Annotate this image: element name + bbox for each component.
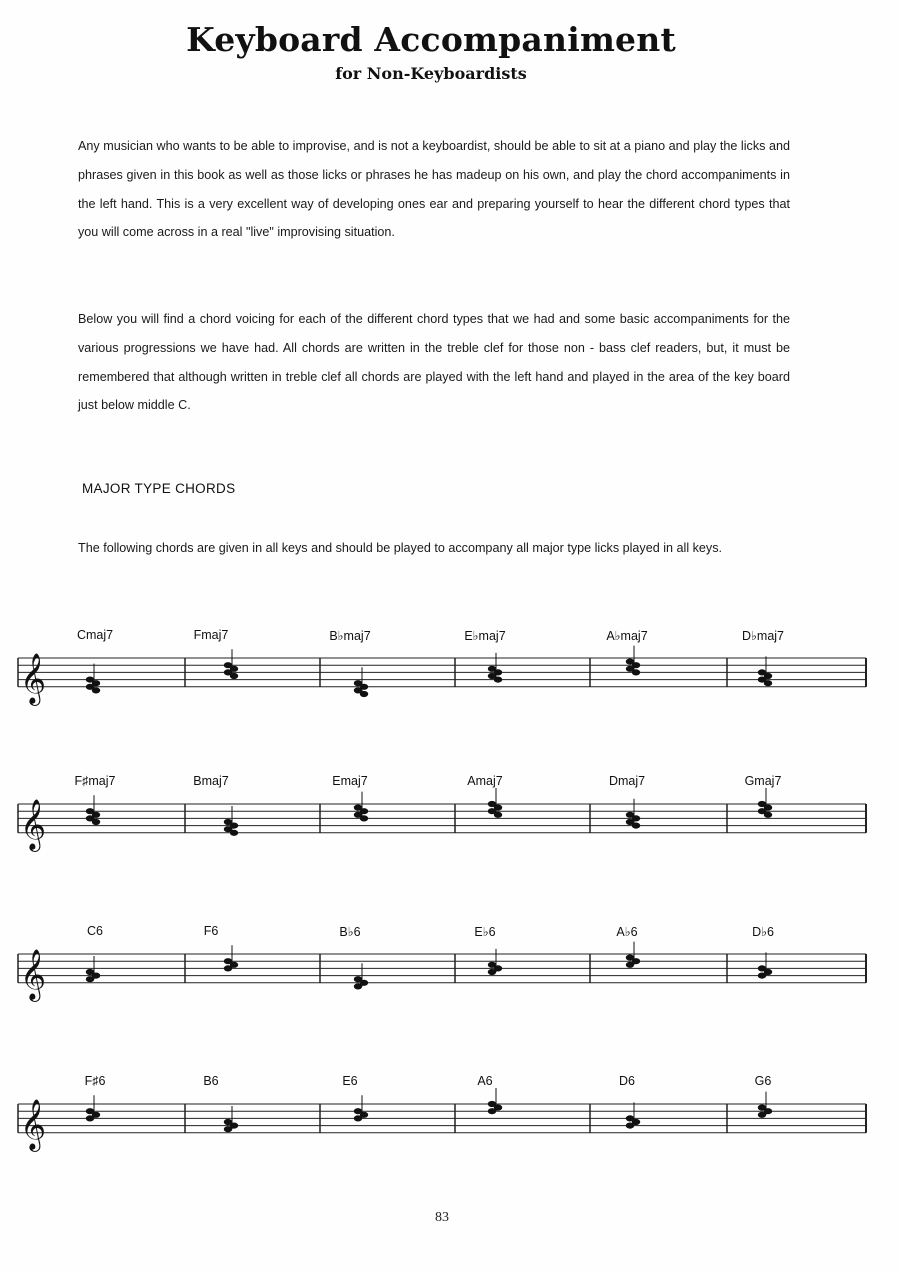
chord-label: B♭maj7 (329, 629, 371, 643)
chord-label: F♯6 (84, 1074, 106, 1088)
voicing-paragraph: Below you will find a chord voicing for each of the different chord types that we had and some basic accompaniments for the various progressions we have had. All chords are written in the treble clef for those non - bass clef readers, but, it must be remembered that although written in treble clef all chords are played with the left hand and played in the area of the key board just below middle C. (78, 312, 790, 413)
instructions-paragraph: The following chords are given in all keys and should be played to accompany all major type licks played in all keys. (78, 541, 723, 555)
chord-label: D6 (619, 1074, 635, 1088)
chord-label: B6 (203, 1074, 219, 1088)
chord-label: Gmaj7 (744, 774, 782, 788)
intro-paragraph: Any musician who wants to be able to improvise, and is not a keyboardist, should be able to sit at a piano and play the licks and phrases given in this book as well as those licks or phrases he has madeup on his own, and play the chord accompaniments in the left hand. This is a very excellent way of developing ones ear and preparing yourself to hear the different chord types that you will come across in a real "live" improvising situation. (78, 139, 790, 240)
chord-label: Cmaj7 (76, 628, 114, 642)
chord-label: C6 (87, 924, 103, 938)
chord-label: A6 (477, 1074, 493, 1088)
chord-label: D♭maj7 (741, 629, 785, 643)
page-title: Keyboard Accompaniment (186, 20, 676, 59)
svg-text:𝄞: 𝄞 (20, 948, 47, 1000)
chord-label: A♭maj7 (606, 629, 648, 643)
chord-label: E♭maj7 (464, 629, 506, 643)
chord-label: Emaj7 (332, 774, 368, 788)
svg-text:𝄞: 𝄞 (20, 652, 47, 704)
chord-label: Dmaj7 (608, 774, 646, 788)
music-system-2 (0, 766, 900, 876)
chord-label: F6 (203, 924, 219, 938)
music-system-3 (0, 916, 900, 1026)
page-number: 83 (435, 1210, 449, 1225)
chord-label: Fmaj7 (193, 628, 229, 642)
chord-label: Bmaj7 (193, 774, 229, 788)
music-system-4 (0, 1066, 900, 1176)
chord-label: A♭6 (616, 925, 638, 939)
section-heading: MAJOR TYPE CHORDS (82, 481, 236, 496)
page-subtitle: for Non-Keyboardists (335, 64, 527, 83)
chord-label: D♭6 (752, 925, 774, 939)
svg-text:𝄞: 𝄞 (20, 798, 47, 850)
svg-text:𝄞: 𝄞 (20, 1098, 47, 1150)
chord-label: G6 (754, 1074, 772, 1088)
chord-label: E6 (342, 1074, 358, 1088)
chord-label: E♭6 (474, 925, 496, 939)
music-system-1 (0, 620, 900, 730)
chord-label: F♯maj7 (74, 774, 116, 788)
chord-label: B♭6 (339, 925, 361, 939)
chord-label: Amaj7 (467, 774, 503, 788)
